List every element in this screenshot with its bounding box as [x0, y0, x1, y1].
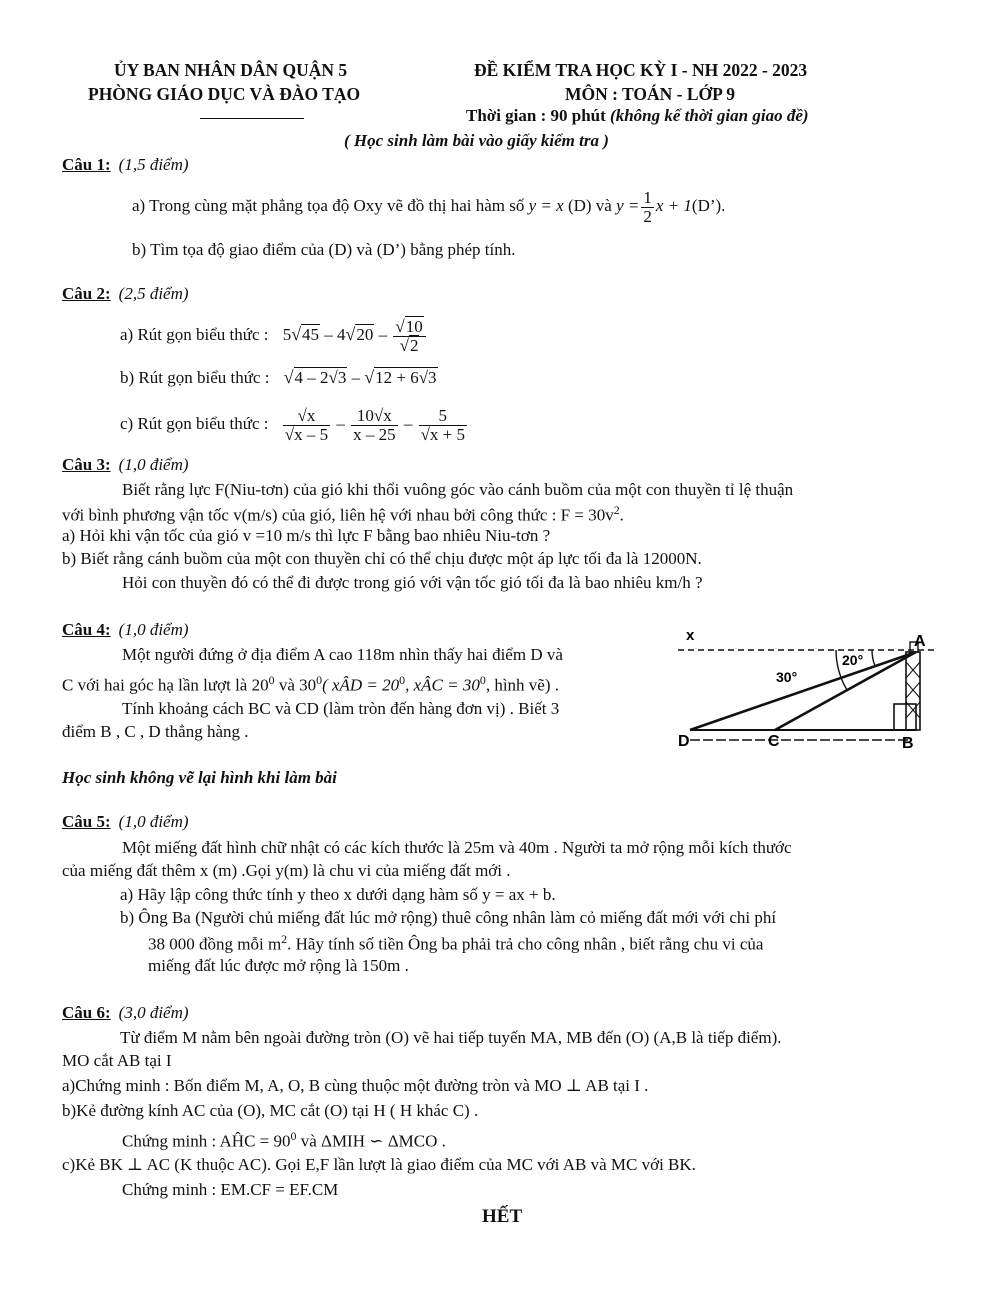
q2b-radicand1: 4 – 2√3	[294, 368, 347, 387]
q3-formula-sup: 2	[613, 503, 620, 517]
end-mark: HẾT	[482, 1206, 523, 1227]
q3-part-a: a) Hỏi khi vận tốc của gió v =10 m/s thì lực F bằng bao nhiêu Niu-tơn ?	[62, 526, 551, 545]
q2b-minus: –	[351, 368, 361, 387]
q2a-sqrt45: √45	[291, 324, 320, 344]
subject-title: MÔN : TOÁN - LỚP 9	[565, 84, 735, 104]
q1a-frac-num: 1	[643, 187, 652, 207]
q2c-num2: 10√x	[351, 407, 398, 426]
q6-part-a: a)Chứng minh : Bốn điểm M, A, O, B cùng thuộc một đường tròn và MO ⊥ AB tại I .	[62, 1076, 649, 1095]
q6-proof-text: Chứng minh : AĤC = 90	[122, 1131, 291, 1151]
q2b-label: b) Rút gọn biểu thức :	[120, 368, 270, 387]
q6-part-c2: Chứng minh : EM.CF = EF.CM	[122, 1180, 339, 1199]
fig-label-angle30: 30°	[776, 669, 798, 685]
q4-line3: Tính khoảng cách BC và CD (làm tròn đến hàng đơn vị) . Biết 3	[122, 699, 560, 718]
q5-points: (1,0 điểm)	[118, 812, 189, 831]
q4-points: (1,0 điểm)	[118, 620, 189, 639]
q4-angle-math2: , xÂC = 30	[405, 675, 480, 695]
q2a-fraction: $\frac{√10}{√2}$	[393, 318, 425, 355]
q3-formula-text: với bình phương vận tốc v(m/s) của gió, liên hệ với nhau bởi công thức : F = 30v	[62, 505, 614, 525]
exam-title: ĐỀ KIỂM TRA HỌC KỲ I - NH 2022 - 2023	[474, 60, 808, 80]
q2c-frac2	[351, 407, 398, 444]
q6-line1: Từ điểm M nằm bên ngoài đường tròn (O) vẽ hai tiếp tuyến MA, MB đến (O) (A,B là tiếp điểm).	[120, 1028, 782, 1047]
q5-part-b2	[148, 932, 763, 955]
q4-angle-mid: và 30	[274, 675, 317, 695]
fig-label-B: B	[902, 735, 914, 750]
q1-points: (1,5 điểm)	[118, 155, 189, 174]
q2a-coef2: – 4	[324, 325, 346, 344]
q1-part-a	[132, 183, 725, 229]
q2a-frac-den: 2	[409, 335, 419, 355]
q3-heading	[62, 455, 189, 475]
exam-time	[466, 106, 809, 126]
fig-label-angle20: 20°	[842, 652, 864, 668]
q4-line4: điểm B , C , D thẳng hàng .	[62, 722, 249, 741]
q4-note: Học sinh không vẽ lại hình khi làm bài	[62, 768, 337, 787]
time-note: (không kể thời gian giao đề)	[610, 106, 809, 125]
q1-heading	[62, 155, 189, 175]
q6-proof-end: và ΔMIH ∽ ΔMCO .	[296, 1131, 446, 1151]
q2a-radicand2: 20	[356, 325, 374, 344]
q4-sup4: 0	[479, 673, 486, 687]
fig-arc-20	[872, 650, 875, 666]
q2b-radicand2: 12 + 6√3	[375, 368, 437, 387]
q4-sup3: 0	[399, 673, 406, 687]
q5-heading	[62, 812, 189, 832]
q5-cost-sup: 2	[281, 932, 288, 946]
q3-formula-end: .	[619, 505, 624, 525]
q2c-label: c) Rút gọn biểu thức :	[120, 414, 269, 433]
q2a-coef1: 5	[282, 325, 292, 344]
q1a-func2-pre: y =	[616, 196, 640, 215]
q1a-mid: (D) và	[567, 196, 612, 215]
q5-line2: của miếng đất thêm x (m) .Gọi y(m) là chu vi của miếng đất mới .	[62, 861, 511, 880]
fig-label-A: A	[914, 633, 926, 650]
q4-figure	[672, 622, 944, 750]
time-label: Thời gian : 90 phút	[466, 106, 606, 125]
q1a-text: a) Trong cùng mặt phẳng tọa độ Oxy vẽ đồ thị hai hàm số	[132, 196, 525, 215]
q3-part-b: b) Biết rằng cánh buồm của một con thuyền chỉ có thể chịu được một áp lực tối đa là 12000N.	[62, 549, 702, 568]
q5-part-b3: miếng đất lúc được mở rộng là 150m .	[148, 956, 409, 975]
header-divider	[200, 118, 304, 119]
q6-proof-sup: 0	[290, 1129, 297, 1143]
fig-label-x: x	[686, 627, 695, 644]
q4-label: Câu 4:	[62, 620, 111, 639]
fig-label-D: D	[678, 733, 690, 750]
q4-sup2: 0	[316, 673, 323, 687]
q6-part-b: b)Kẻ đường kính AC của (O), MC cắt (O) tại H ( H khác C) .	[62, 1101, 479, 1120]
q2a-radicand1: 45	[302, 325, 320, 344]
q6-line2: MO cắt AB tại I	[62, 1051, 172, 1070]
q2c-num3: 5	[419, 407, 467, 426]
q4-heading	[62, 620, 189, 640]
q2-label: Câu 2:	[62, 284, 111, 303]
q6-label: Câu 6:	[62, 1003, 111, 1022]
q1a-fraction	[641, 189, 654, 226]
q3-part-b2: Hỏi con thuyền đó có thể đi được trong gió với vận tốc gió tối đa là bao nhiêu km/h ?	[122, 573, 703, 592]
q4-angle-math1: ( xÂD = 20	[322, 675, 400, 695]
q2b-sqrt1: √4 – 2√3	[283, 367, 347, 387]
q5-line1: Một miếng đất hình chữ nhật có các kích thước là 25m và 40m . Người ta mở rộng mỗi kích thước	[122, 838, 792, 857]
q4-sup1: 0	[268, 673, 275, 687]
q1a-end: (D’).	[691, 196, 726, 215]
q5-part-b1: b) Ông Ba (Người chủ miếng đất lúc mở rộng) thuê công nhân làm cỏ miếng đất mới với chi phí	[120, 908, 777, 927]
q2a-minus: –	[378, 325, 388, 344]
q2c-op2: –	[403, 414, 413, 433]
q2c-num1: √x	[283, 407, 330, 426]
q4-line1: Một người đứng ở địa điểm A cao 118m nhìn thấy hai điểm D và	[122, 645, 563, 664]
q2c-frac3	[419, 407, 467, 444]
q1a-frac-den: 2	[643, 206, 652, 226]
office-name: PHÒNG GIÁO DỤC VÀ ĐÀO TẠO	[88, 84, 361, 104]
q2c-den2: x – 25	[353, 424, 396, 444]
q2c-den3: √x + 5	[420, 424, 466, 444]
q2c-op1: –	[336, 414, 345, 433]
q3-points: (1,0 điểm)	[118, 455, 189, 474]
q3-label: Câu 3:	[62, 455, 111, 474]
q2a-sqrt20: √20	[345, 324, 374, 344]
department-name: ỦY BAN NHÂN DÂN QUẬN 5	[114, 60, 348, 80]
q2a-label: a) Rút gọn biểu thức :	[120, 325, 269, 344]
q3-line1: Biết rằng lực F(Niu-tơn) của gió khi thổi vuông góc vào cánh buồm của một con thuyền tỉ lệ thuận	[122, 480, 794, 499]
fig-label-C: C	[768, 733, 780, 750]
q4-angle-text: C với hai góc hạ lần lượt là 20	[62, 675, 269, 695]
q1-label: Câu 1:	[62, 155, 111, 174]
q4-angle-end: , hình vẽ) .	[485, 675, 559, 695]
q6-part-b2	[122, 1129, 446, 1152]
q2-points: (2,5 điểm)	[118, 284, 189, 303]
q1-part-b: b) Tìm tọa độ giao điểm của (D) và (D’) bằng phép tính.	[132, 240, 516, 259]
q1a-func2-post: x + 1	[655, 196, 692, 215]
fig-line-AD	[690, 652, 916, 730]
q2-part-c	[120, 398, 469, 450]
q4-line2	[62, 673, 559, 696]
q2b-sqrt2: √12 + 6√3	[364, 367, 437, 387]
q5-cost-text: 38 000 đồng mỗi m	[148, 934, 282, 954]
q1a-func1: y = x	[528, 196, 564, 215]
q6-part-c: c)Kẻ BK ⊥ AC (K thuộc AC). Gọi E,F lần lượt là giao điểm của MC với AB và MC với BK.	[62, 1155, 696, 1174]
q2-heading	[62, 284, 189, 304]
exam-instruction: ( Học sinh làm bài vào giấy kiểm tra )	[344, 131, 609, 150]
q2c-frac1	[283, 407, 330, 444]
q5-label: Câu 5:	[62, 812, 111, 831]
q6-points: (3,0 điểm)	[118, 1003, 189, 1022]
q2-part-a	[120, 312, 428, 357]
q2a-frac-num: 10	[405, 316, 423, 336]
q6-heading	[62, 1003, 189, 1023]
q5-cost-end: . Hãy tính số tiền Ông ba phải trả cho công nhân , biết rằng chu vi của	[287, 934, 764, 954]
q2c-den1: √x – 5	[284, 424, 329, 444]
q2-part-b	[120, 367, 438, 388]
q5-part-a: a) Hãy lập công thức tính y theo x dưới dạng hàm số y = ax + b.	[120, 885, 556, 904]
q3-line2	[62, 503, 624, 526]
